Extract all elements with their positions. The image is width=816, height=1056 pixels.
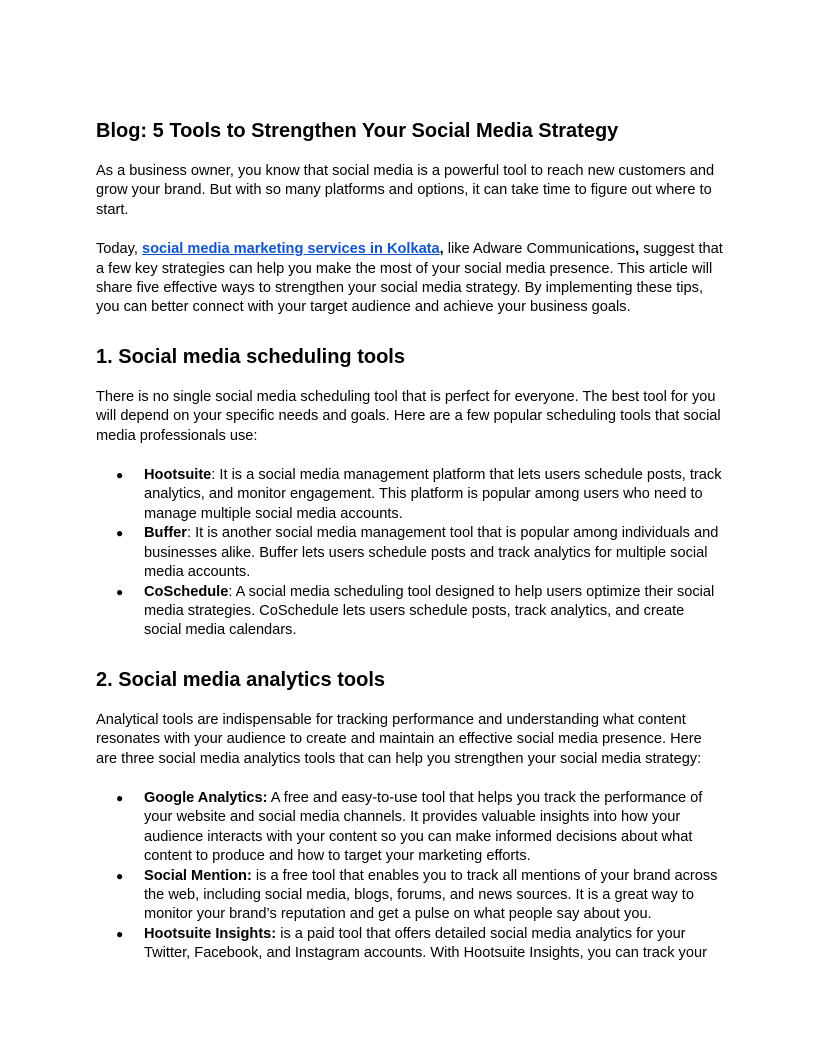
bullet: ●: [116, 926, 124, 941]
tool-name: Buffer: [144, 525, 187, 542]
tool-description: A free and easy-to-use tool that helps you track the performance of your website and social media channels. It provides valuable insights into how your audience interacts with your content so you can make informed decisions about what content to produce and how to target your marketing efforts.: [144, 789, 703, 865]
tool-description: : A social media scheduling tool designed to help users optimize their social media strategies. CoSchedule lets users schedule posts, track analytics, and create social media calendars.: [144, 583, 715, 639]
analytics-tools-list: [96, 789, 724, 964]
scheduling-tools-list: [96, 466, 724, 641]
para-comma: ,: [439, 241, 444, 258]
tool-description: : It is another social media management tool that is popular among individuals and businesses alike. Buffer lets users schedule posts and track analytics for multiple social media accounts.: [144, 525, 719, 581]
intro-paragraph: As a business owner, you know that social media is a powerful tool to reach new customers and grow your brand. But with so many platforms and options, it can take time to figure out where to start.: [96, 163, 715, 218]
section-heading-scheduling: 1. Social media scheduling tools: [96, 345, 405, 368]
tool-description: is a paid tool that offers detailed social media analytics for your Twitter, Facebook, and Instagram accounts. With Hootsuite Insights, you can track your: [144, 925, 707, 962]
tool-name: Hootsuite: [144, 467, 212, 484]
section-intro-scheduling: There is no single social media scheduling tool that is perfect for everyone. The best tool for you will depend on your specific needs and goals. Here are a few popular scheduling tools that social media professionals use:: [96, 388, 721, 444]
section-intro-analytics: Analytical tools are indispensable for tracking performance and understanding what content resonates with your audience to create and maintain an effective social media presence. Here are three social media analytics tools that can help you strengthen your social media strategy:: [96, 711, 702, 767]
kolkata-services-link[interactable]: social media marketing services in Kolkata: [141, 241, 440, 258]
bullet: ●: [116, 584, 124, 599]
tool-description: is a free tool that enables you to track all mentions of your brand across the web, including social media, blogs, forums, and news sources. It is a great way to monitor your brand’s reputation and get a pulse on what people say about you.: [144, 867, 718, 923]
list-item: [96, 524, 724, 582]
context-paragraph: [96, 240, 724, 318]
bullet: ●: [116, 468, 124, 483]
tool-name: Google Analytics:: [144, 789, 268, 806]
bullet: ●: [116, 868, 124, 883]
section-heading-analytics: 2. Social media analytics tools: [96, 668, 386, 691]
list-item: [96, 867, 724, 925]
tool-name: CoSchedule: [144, 583, 229, 600]
tool-name: Social Mention:: [144, 867, 252, 884]
bullet: ●: [116, 790, 124, 805]
page-title: Blog: 5 Tools to Strengthen Your Social Media Strategy: [96, 120, 619, 142]
bullet: ●: [116, 526, 124, 541]
para-comma-2: ,: [635, 241, 640, 258]
list-item: [96, 583, 724, 641]
para-prefix: Today,: [96, 241, 142, 258]
document-page: [96, 118, 724, 964]
para-suffix: suggest that a few key strategies can help you make the most of your social media presence. This article will share five effective ways to strengthen your social media strategy. By implementing these tips, you can better connect with your target audience and achieve your business goals.: [96, 241, 723, 316]
tool-description: : It is a social media management platform that lets users schedule posts, track analytics, and monitor engagement. This platform is popular among users who need to manage multiple social media accounts.: [144, 467, 722, 522]
para-middle: like Adware Communications: [443, 241, 636, 258]
list-item: [96, 925, 724, 964]
list-item: [96, 466, 724, 524]
tool-name: Hootsuite Insights:: [144, 925, 277, 942]
list-item: [96, 789, 724, 867]
